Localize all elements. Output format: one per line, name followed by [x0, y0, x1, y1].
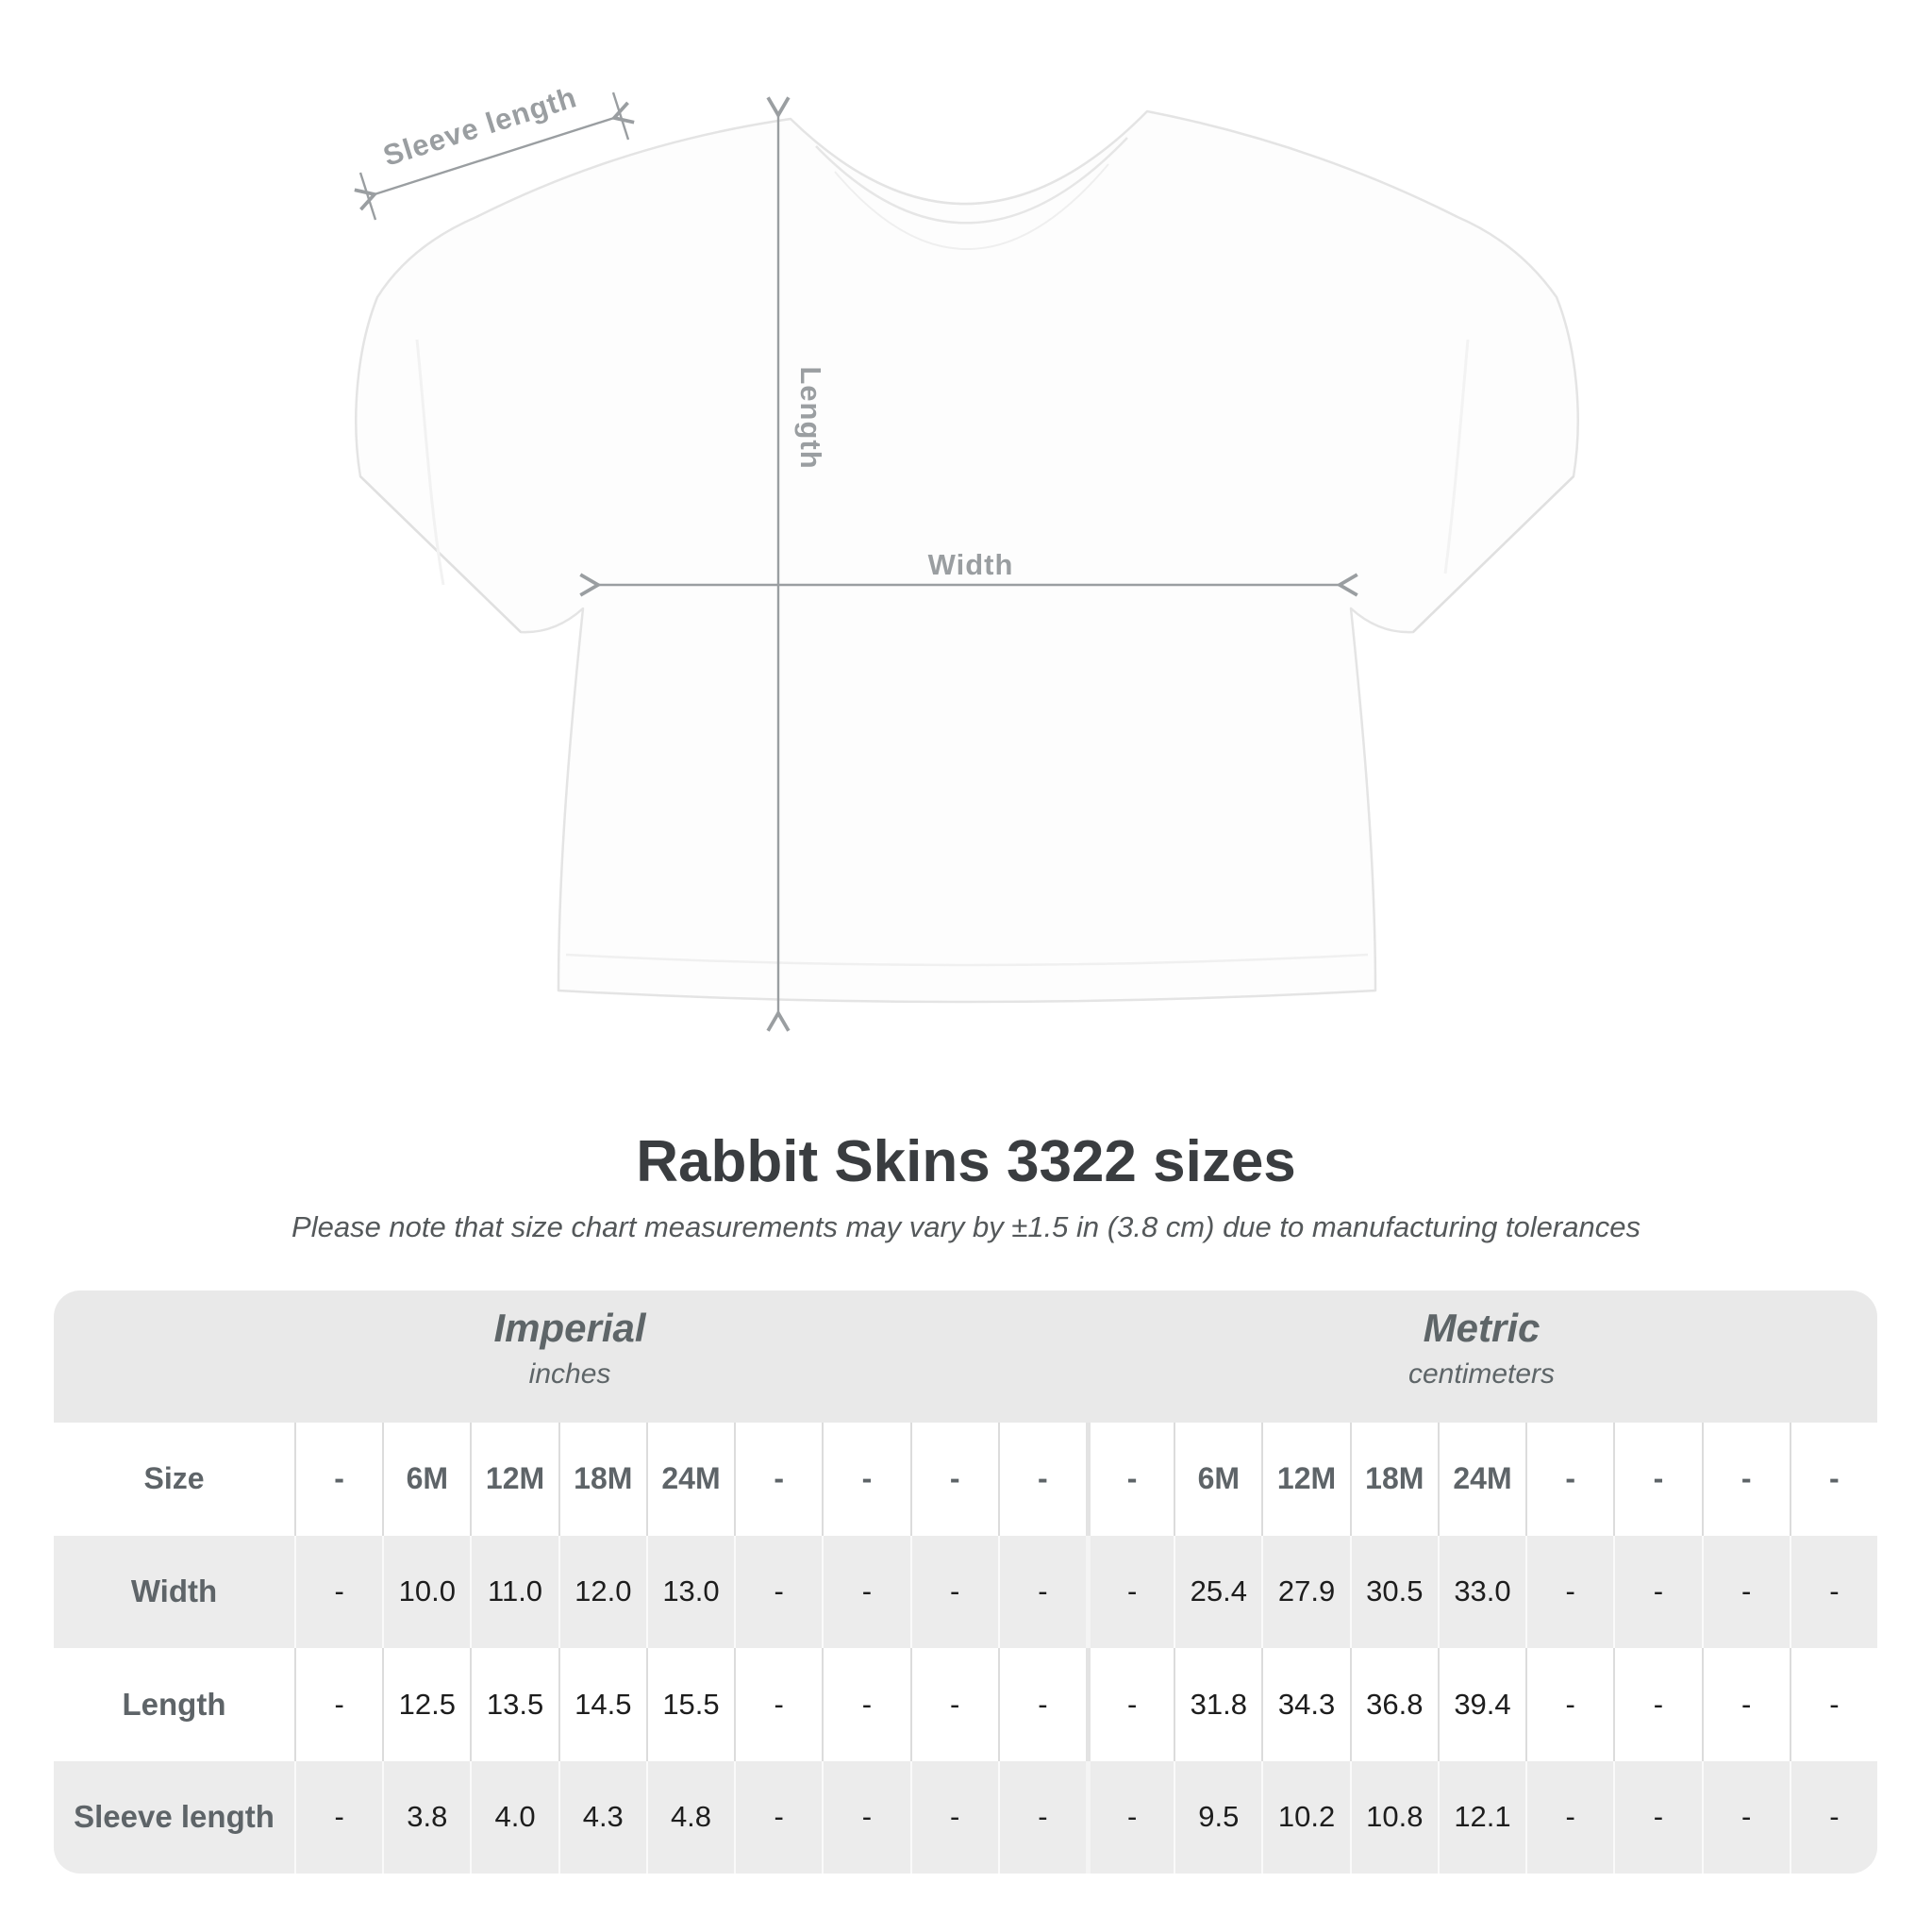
metric-header	[1086, 1291, 1877, 1423]
cell-width-8: -	[998, 1536, 1086, 1649]
cell-width-17: -	[1790, 1536, 1877, 1649]
table-body	[54, 1423, 1877, 1874]
cell-size-9: -	[1086, 1423, 1174, 1536]
cell-width-14: -	[1525, 1536, 1613, 1649]
cell-sleeve-length-15: -	[1613, 1761, 1701, 1874]
cell-size-15: -	[1613, 1423, 1701, 1536]
cell-length-4: 15.5	[646, 1648, 734, 1761]
table-row-size	[54, 1423, 1877, 1536]
cell-size-13: 24M	[1438, 1423, 1525, 1536]
width-label: Width	[927, 548, 1014, 581]
cell-sleeve-length-16: -	[1702, 1761, 1790, 1874]
cell-sleeve-length-12: 10.8	[1350, 1761, 1438, 1874]
cell-width-6: -	[822, 1536, 909, 1649]
cell-width-15: -	[1613, 1536, 1701, 1649]
cell-length-5: -	[734, 1648, 822, 1761]
cell-width-9: -	[1086, 1536, 1174, 1649]
cell-width-11: 27.9	[1261, 1536, 1349, 1649]
cell-width-10: 25.4	[1174, 1536, 1261, 1649]
cell-sleeve-length-1: 3.8	[382, 1761, 470, 1874]
cell-sleeve-length-6: -	[822, 1761, 909, 1874]
cell-size-12: 18M	[1350, 1423, 1438, 1536]
cell-size-8: -	[998, 1423, 1086, 1536]
cell-sleeve-length-11: 10.2	[1261, 1761, 1349, 1874]
row-label-width: Width	[130, 1574, 218, 1609]
cell-length-10: 31.8	[1174, 1648, 1261, 1761]
cell-width-13: 33.0	[1438, 1536, 1525, 1649]
imperial-unit: inches	[528, 1358, 611, 1390]
cell-size-6: -	[822, 1423, 909, 1536]
cell-sleeve-length-0: -	[294, 1761, 382, 1874]
cell-size-2: 12M	[470, 1423, 558, 1536]
row-label-length: Length	[122, 1686, 226, 1722]
cell-size-5: -	[734, 1423, 822, 1536]
cell-width-7: -	[910, 1536, 998, 1649]
cell-length-7: -	[910, 1648, 998, 1761]
tolerance-note: Please note that size chart measurements may vary by ±1.5 in (3.8 cm) due to manufacturing tolerances	[291, 1210, 1641, 1243]
cell-width-3: 12.0	[558, 1536, 646, 1649]
row-label-sleeve-length: Sleeve length	[74, 1799, 275, 1835]
length-label: Length	[794, 366, 827, 470]
cell-width-5: -	[734, 1536, 822, 1649]
sleeve-length-label: Sleeve length	[379, 80, 581, 173]
page-title: Rabbit Skins 3322 sizes	[636, 1129, 1296, 1194]
cell-sleeve-length-13: 12.1	[1438, 1761, 1525, 1874]
cell-size-17: -	[1790, 1423, 1877, 1536]
table-row-sleeve-length	[54, 1761, 1877, 1874]
cell-width-4: 13.0	[646, 1536, 734, 1649]
imperial-title: Imperial	[493, 1306, 646, 1350]
cell-size-16: -	[1702, 1423, 1790, 1536]
cell-length-9: -	[1086, 1648, 1174, 1761]
cell-size-0: -	[294, 1423, 382, 1536]
cell-length-8: -	[998, 1648, 1086, 1761]
imperial-header	[54, 1291, 1086, 1423]
table-header	[54, 1291, 1877, 1423]
cell-width-1: 10.0	[382, 1536, 470, 1649]
cell-size-11: 12M	[1261, 1423, 1349, 1536]
cell-size-10: 6M	[1174, 1423, 1261, 1536]
cell-sleeve-length-10: 9.5	[1174, 1761, 1261, 1874]
cell-width-0: -	[294, 1536, 382, 1649]
cell-sleeve-length-8: -	[998, 1761, 1086, 1874]
cell-length-1: 12.5	[382, 1648, 470, 1761]
size-table	[54, 1291, 1877, 1874]
cell-sleeve-length-7: -	[910, 1761, 998, 1874]
cell-sleeve-length-14: -	[1525, 1761, 1613, 1874]
cell-length-11: 34.3	[1261, 1648, 1349, 1761]
cell-size-14: -	[1525, 1423, 1613, 1536]
cell-length-3: 14.5	[558, 1648, 646, 1761]
cell-sleeve-length-2: 4.0	[470, 1761, 558, 1874]
cell-sleeve-length-5: -	[734, 1761, 822, 1874]
cell-sleeve-length-9: -	[1086, 1761, 1174, 1874]
cell-width-16: -	[1702, 1536, 1790, 1649]
tshirt-diagram	[283, 57, 1604, 1113]
cell-size-3: 18M	[558, 1423, 646, 1536]
cell-width-2: 11.0	[470, 1536, 558, 1649]
cell-sleeve-length-3: 4.3	[558, 1761, 646, 1874]
cell-length-15: -	[1613, 1648, 1701, 1761]
cell-length-0: -	[294, 1648, 382, 1761]
cell-width-12: 30.5	[1350, 1536, 1438, 1649]
cell-length-14: -	[1525, 1648, 1613, 1761]
metric-unit: centimeters	[1407, 1358, 1556, 1390]
cell-size-4: 24M	[646, 1423, 734, 1536]
table-row-length	[54, 1648, 1877, 1761]
tshirt-illustration	[283, 57, 1604, 1113]
cell-sleeve-length-17: -	[1790, 1761, 1877, 1874]
cell-length-17: -	[1790, 1648, 1877, 1761]
cell-length-16: -	[1702, 1648, 1790, 1761]
cell-length-13: 39.4	[1438, 1648, 1525, 1761]
row-label-size: Size	[143, 1461, 205, 1496]
cell-size-1: 6M	[382, 1423, 470, 1536]
cell-length-6: -	[822, 1648, 909, 1761]
table-row-width	[54, 1536, 1877, 1649]
cell-size-7: -	[910, 1423, 998, 1536]
cell-length-12: 36.8	[1350, 1648, 1438, 1761]
metric-title: Metric	[1423, 1306, 1541, 1350]
cell-sleeve-length-4: 4.8	[646, 1761, 734, 1874]
cell-length-2: 13.5	[470, 1648, 558, 1761]
